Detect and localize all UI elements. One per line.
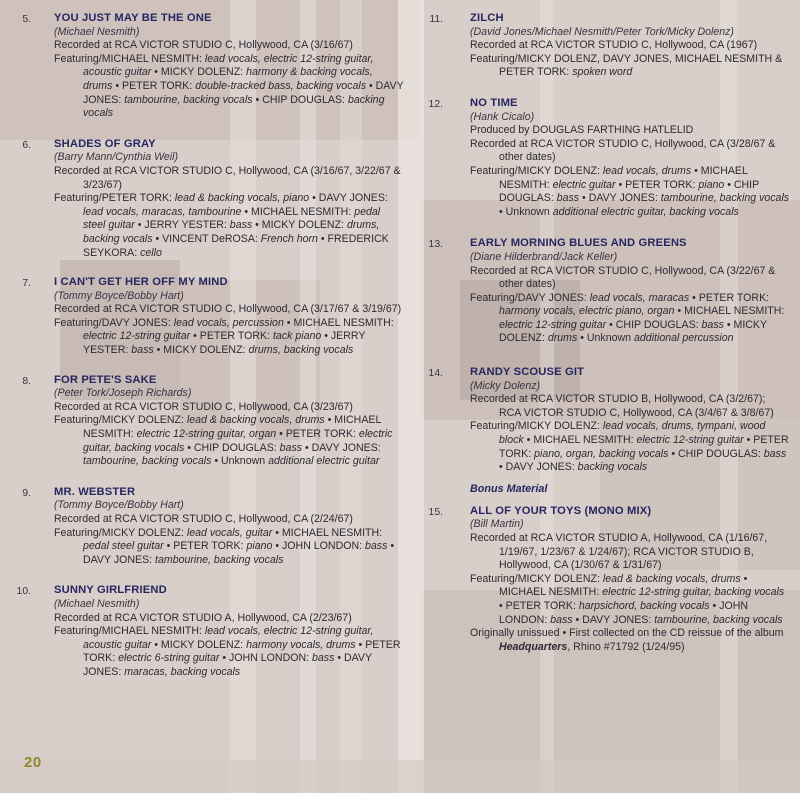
- instrument-text: harmony & backing vocals, drums: [83, 66, 373, 92]
- instrument-text: backing vocals: [577, 461, 648, 474]
- musician-text: • MICHAEL NESMITH:: [83, 414, 381, 441]
- track-entry: [0, 12, 410, 121]
- track-entry: [0, 276, 410, 358]
- musician-text: • DAVY JONES:: [572, 613, 655, 626]
- track-title: MR. WEBSTER: [54, 485, 136, 498]
- instrument-text: double-tracked bass, backing vocals: [195, 79, 367, 92]
- instrument-text: drums, backing vocals: [248, 344, 354, 357]
- track-title: FOR PETE'S SAKE: [54, 373, 157, 386]
- instrument-text: harmony vocals, drums: [246, 638, 356, 651]
- instrument-text: tambourine, backing vocals: [654, 613, 783, 626]
- track-recorded: Recorded at RCA VICTOR STUDIO C, Hollywood, CA (1967): [470, 39, 758, 52]
- instrument-text: electric 12-string guitar: [83, 330, 191, 343]
- track-recorded: Recorded at RCA VICTOR STUDIO C, Hollywood, CA (2/24/67): [54, 513, 353, 525]
- instrument-text: French horn: [260, 232, 318, 245]
- album-title: Headquarters: [499, 640, 568, 653]
- musician-text: • MICHAEL NESMITH:: [499, 572, 748, 599]
- instrument-text: drums: [547, 332, 578, 345]
- track-featuring: [470, 292, 790, 346]
- instrument-text: harpsichord, backing vocals: [578, 599, 710, 612]
- musician-text: • MICHAEL NESMITH:: [283, 316, 394, 329]
- track-writers: (Bill Martin): [470, 518, 524, 531]
- track-number: 11.: [429, 14, 443, 25]
- musician-text: • JERRY YESTER:: [134, 219, 230, 232]
- musician-text: • DAVY JONES:: [83, 540, 395, 566]
- left-column: [0, 12, 410, 680]
- musician-text: • DAVY JONES:: [499, 461, 578, 474]
- musician-text: Featuring/MICKY DOLENZ:: [54, 414, 187, 427]
- instrument-text: lead & backing vocals, drums: [186, 414, 325, 427]
- track-entry: [0, 486, 410, 568]
- musician-text: • VINCENT DeROSA:: [152, 232, 261, 245]
- track-number: 7.: [22, 278, 31, 290]
- track-number: 6.: [22, 139, 31, 151]
- instrument-text: lead vocals, guitar: [186, 526, 273, 539]
- track-number: 8.: [22, 375, 31, 387]
- musician-text: Featuring/DAVY JONES:: [470, 291, 590, 304]
- instrument-text: lead vocals, drums: [602, 164, 692, 177]
- track-writers: (Michael Nesmith): [54, 597, 140, 610]
- track-featuring: [54, 527, 404, 568]
- bonus-heading: Bonus Material: [470, 482, 548, 495]
- musician-text: • PETER TORK:: [276, 428, 359, 441]
- track-writers: (Barry Mann/Cynthia Weil): [54, 151, 179, 164]
- musician-text: • MICKY DOLENZ:: [151, 638, 247, 651]
- instrument-text: tambourine, backing vocals: [83, 455, 212, 468]
- track-number: 10.: [16, 586, 31, 598]
- track-number: 13.: [428, 239, 443, 251]
- musician-text: Featuring/MICKY DOLENZ, DAVY JONES, MICHAEL NESMITH & PETER TORK:: [470, 52, 783, 79]
- right-column: [425, 12, 800, 654]
- instrument-text: electric guitar, backing vocals: [83, 428, 393, 454]
- musician-text: • PETER TORK:: [689, 291, 770, 304]
- instrument-text: lead vocals, maracas: [589, 291, 690, 304]
- instrument-text: lead & backing vocals, drums: [602, 572, 741, 585]
- musician-text: • PETER TORK:: [499, 434, 789, 460]
- instrument-text: pedal steel guitar: [83, 205, 381, 232]
- track-number: 14.: [428, 368, 443, 380]
- instrument-text: backing vocals: [83, 93, 385, 120]
- instrument-text: bass: [365, 540, 388, 553]
- musician-text: • CHIP DOUGLAS:: [606, 318, 702, 331]
- track-number: 5.: [22, 14, 31, 25]
- track-entry: [0, 138, 410, 260]
- track-featuring: [54, 625, 404, 679]
- track-title: EARLY MORNING BLUES AND GREENS: [470, 237, 687, 250]
- musician-text: • MICHAEL NESMITH:: [674, 305, 785, 318]
- musician-text: • MICKY DOLENZ:: [153, 344, 249, 357]
- track-title: NO TIME: [470, 96, 518, 109]
- instrument-text: lead vocals, percussion: [173, 316, 284, 329]
- instrument-text: tambourine, backing vocals: [155, 553, 284, 566]
- instrument-text: lead & backing vocals, piano: [174, 192, 310, 205]
- track-featuring: [470, 165, 790, 219]
- note-catalog: , Rhino #71792 (1/24/95): [567, 640, 685, 653]
- instrument-text: bass: [229, 219, 253, 232]
- musician-text: • JOHN LONDON:: [272, 540, 365, 553]
- musician-text: • MICKY DOLENZ:: [151, 66, 247, 79]
- musician-text: • PETER TORK:: [83, 638, 401, 665]
- track-writers: (Diane Hilderbrand/Jack Keller): [470, 250, 618, 263]
- track-featuring: [54, 53, 404, 121]
- instrument-text: electric 6-string guitar: [118, 652, 220, 665]
- musician-text: • MICHAEL NESMITH:: [523, 434, 637, 447]
- instrument-text: bass: [312, 652, 335, 665]
- track-featuring: [470, 573, 790, 627]
- track-recorded: Recorded at RCA VICTOR STUDIO B, Hollywood, CA (3/2/67); RCA VICTOR STUDIO C, Hollywood, CA (3/4/67 & 3/8/67): [470, 393, 774, 419]
- track-entry: [425, 366, 800, 475]
- instrument-text: bass: [131, 344, 154, 357]
- musician-text: Featuring/MICKY DOLENZ:: [470, 420, 603, 433]
- instrument-text: spoken word: [572, 66, 633, 79]
- track-title: SHADES OF GRAY: [54, 137, 156, 150]
- musician-text: Featuring/MICHAEL NESMITH:: [54, 52, 205, 65]
- instrument-text: pedal steel guitar: [83, 540, 164, 553]
- track-writers: (Peter Tork/Joseph Richards): [54, 387, 192, 400]
- track-entry: [0, 584, 410, 679]
- page-number: 20: [24, 754, 42, 771]
- track-writers: (Hank Cicalo): [470, 110, 535, 123]
- track-note: [470, 627, 790, 654]
- musician-text: Featuring/MICHAEL NESMITH:: [54, 625, 205, 638]
- note-text: Originally unissued • First collected on the CD reissue of the album: [470, 627, 784, 640]
- track-recorded: Recorded at RCA VICTOR STUDIO C, Hollywood, CA (3/28/67 & other dates): [470, 137, 776, 164]
- musician-text: • PETER TORK:: [190, 330, 273, 343]
- musician-text: • PETER TORK:: [112, 79, 196, 92]
- track-recorded: Recorded at RCA VICTOR STUDIO C, Hollywood, CA (3/22/67 & other dates): [470, 264, 776, 291]
- instrument-text: bass: [279, 441, 303, 454]
- instrument-text: electric 12-string guitar: [636, 434, 744, 447]
- musician-text: • CHIP DOUGLAS:: [184, 441, 280, 454]
- instrument-text: drums, backing vocals: [83, 219, 380, 245]
- track-title: SUNNY GIRLFRIEND: [54, 584, 167, 597]
- track-featuring: [54, 192, 404, 260]
- track-entry: [425, 12, 800, 80]
- musician-text: • DAVY JONES:: [579, 192, 661, 205]
- instrument-text: piano: [698, 178, 725, 191]
- instrument-text: lead vocals, electric 12-string guitar, acoustic guitar: [83, 52, 374, 79]
- musician-text: • DAVY JONES:: [309, 192, 388, 205]
- track-writers: (Tommy Boyce/Bobby Hart): [54, 499, 184, 512]
- musician-text: • Unknown: [499, 205, 553, 218]
- track-number: 9.: [22, 487, 31, 499]
- track-writers: (Tommy Boyce/Bobby Hart): [54, 289, 184, 302]
- track-recorded: Recorded at RCA VICTOR STUDIO C, Hollywood, CA (3/23/67): [54, 400, 353, 413]
- track-recorded: Recorded at RCA VICTOR STUDIO A, Hollywood, CA (2/23/67): [54, 611, 352, 624]
- track-title: I CAN'T GET HER OFF MY MIND: [54, 276, 228, 289]
- track-featuring: [470, 420, 790, 474]
- instrument-text: additional electric guitar: [268, 455, 380, 468]
- instrument-text: electric 12-string guitar: [499, 318, 607, 331]
- musician-text: • MICHAEL NESMITH:: [272, 526, 383, 539]
- musician-text: Featuring/MICKY DOLENZ:: [470, 164, 603, 177]
- musician-text: • JERRY YESTER:: [83, 330, 366, 357]
- track-entry: [425, 97, 800, 219]
- musician-text: • MICKY DOLENZ:: [252, 219, 347, 232]
- musician-text: • DAVY JONES:: [83, 652, 372, 678]
- musician-text: • MICKY DOLENZ:: [499, 318, 767, 345]
- instrument-text: electric guitar: [552, 178, 616, 191]
- musician-text: • CHIP DOUGLAS:: [499, 178, 759, 205]
- instrument-text: maracas, backing vocals: [124, 665, 241, 678]
- track-title: YOU JUST MAY BE THE ONE: [54, 12, 212, 24]
- musician-text: • PETER TORK:: [163, 540, 247, 553]
- track-recorded: Recorded at RCA VICTOR STUDIO C, Hollywood, CA (3/17/67 & 3/19/67): [54, 303, 402, 316]
- instrument-text: cello: [140, 246, 162, 259]
- musician-text: • DAVY JONES:: [302, 441, 381, 454]
- instrument-text: electric 12-string guitar, organ: [136, 428, 277, 441]
- instrument-text: bass: [556, 192, 580, 205]
- musician-text: Featuring/MICKY DOLENZ:: [54, 526, 187, 539]
- instrument-text: lead vocals, electric 12-string guitar, acoustic guitar: [83, 625, 374, 651]
- track-title: ZILCH: [470, 12, 504, 24]
- instrument-text: bass: [701, 318, 724, 331]
- musician-text: Featuring/MICKY DOLENZ:: [470, 572, 603, 585]
- musician-text: • Unknown: [211, 455, 269, 468]
- musician-text: • JOHN LONDON:: [499, 599, 749, 626]
- instrument-text: electric 12-string guitar, backing vocals: [602, 586, 785, 599]
- track-writers: (David Jones/Michael Nesmith/Peter Tork/Micky Dolenz): [470, 25, 734, 38]
- instrument-text: lead vocals, drums, tympani, wood block: [499, 420, 766, 447]
- track-producer: Produced by DOUGLAS FARTHING HATLELID: [470, 124, 694, 137]
- musician-text: • Unknown: [577, 332, 635, 345]
- track-featuring: [54, 317, 404, 358]
- track-title: ALL OF YOUR TOYS (MONO MIX): [470, 504, 652, 517]
- musician-text: • MICHAEL NESMITH:: [499, 164, 748, 191]
- track-entry: [425, 237, 800, 346]
- musician-text: Featuring/PETER TORK:: [54, 192, 175, 205]
- instrument-text: additional electric guitar, backing vocals: [552, 205, 739, 218]
- instrument-text: piano: [246, 540, 273, 553]
- track-featuring: [54, 414, 404, 468]
- track-entry: [0, 374, 410, 469]
- musician-text: • FREDERICK SEYKORA:: [83, 232, 389, 259]
- track-featuring: [470, 53, 790, 80]
- track-recorded: Recorded at RCA VICTOR STUDIO C, Hollywood, CA (3/16/67): [54, 39, 353, 52]
- instrument-text: tambourine, backing vocals: [124, 93, 253, 106]
- instrument-text: tambourine, backing vocals: [660, 192, 790, 205]
- musician-text: • DAVY JONES:: [83, 79, 404, 106]
- instrument-text: additional percussion: [634, 332, 734, 345]
- track-number: 15.: [428, 506, 443, 518]
- instrument-text: tack piano: [272, 330, 322, 343]
- track-writers: (Michael Nesmith): [54, 25, 140, 38]
- track-recorded: Recorded at RCA VICTOR STUDIO A, Hollywood, CA (1/16/67, 1/19/67, 1/23/67 & 1/24/67); RCA VICTOR STUDIO B, Hollywood, CA (1/30/67 & 1/31/67): [470, 532, 768, 572]
- musician-text: • JOHN LONDON:: [219, 652, 312, 665]
- instrument-text: harmony vocals, electric piano, organ: [499, 305, 675, 318]
- musician-text: Featuring/DAVY JONES:: [54, 316, 174, 329]
- track-title: RANDY SCOUSE GIT: [470, 366, 585, 379]
- instrument-text: bass: [550, 613, 573, 626]
- track-recorded: Recorded at RCA VICTOR STUDIO C, Hollywood, CA (3/16/67, 3/22/67 & 3/23/67): [54, 164, 401, 191]
- instrument-text: lead vocals, maracas, tambourine: [83, 205, 242, 218]
- track-writers: (Micky Dolenz): [470, 379, 541, 392]
- track-entry-bonus: [425, 505, 800, 655]
- musician-text: • MICHAEL NESMITH:: [241, 205, 355, 218]
- musician-text: • PETER TORK:: [615, 178, 699, 191]
- instrument-text: piano, organ, backing vocals: [534, 447, 669, 460]
- musician-text: • CHIP DOUGLAS:: [252, 93, 348, 106]
- musician-text: • CHIP DOUGLAS:: [668, 447, 764, 460]
- musician-text: • PETER TORK:: [499, 599, 579, 612]
- track-number: 12.: [428, 98, 443, 110]
- instrument-text: bass: [763, 447, 787, 460]
